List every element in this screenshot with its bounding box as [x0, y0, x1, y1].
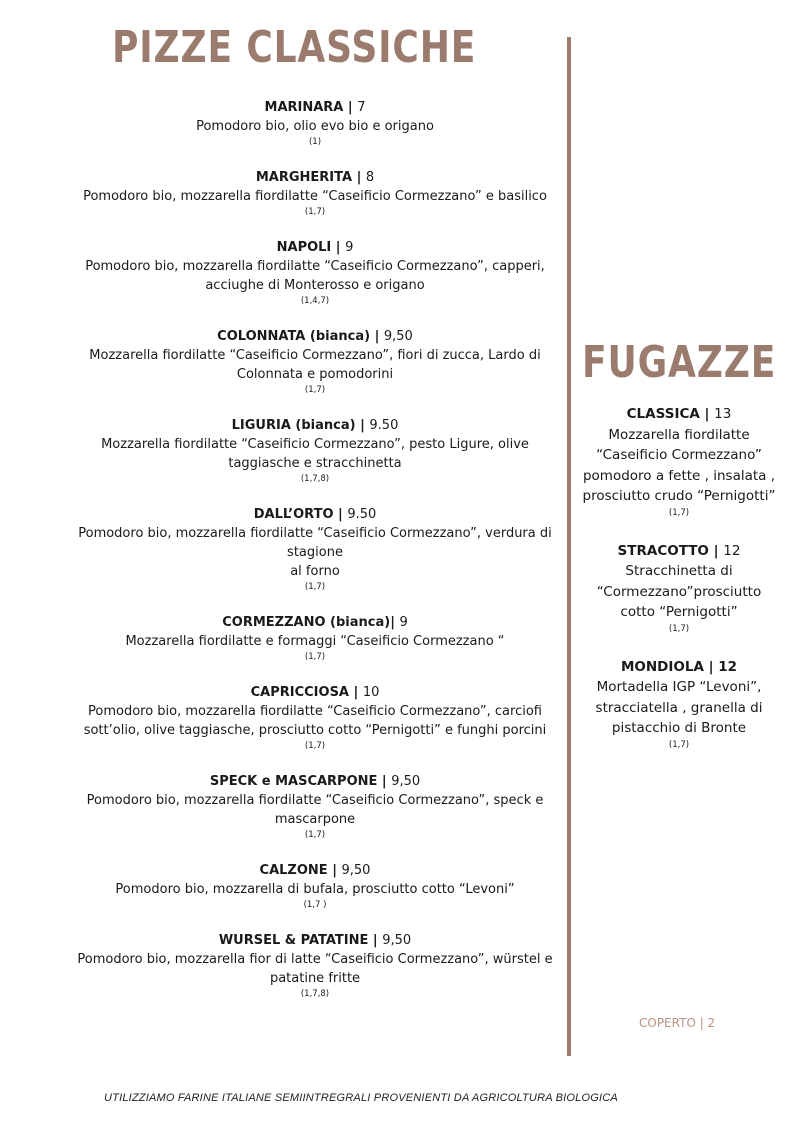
- item-price: 9: [399, 615, 408, 630]
- item-allergens: (1,7): [304, 830, 326, 840]
- item-name: NAPOLI: [276, 240, 332, 255]
- item-separator: |: [343, 100, 358, 115]
- item-allergens: (1,7,8): [300, 989, 330, 999]
- footer-note: UTILIZZIAMO FARINE ITALIANE SEMIINTREGRALI PROVENIENTI DA AGRICOLTURA BIOLOGICA: [104, 1092, 618, 1104]
- item-name: STRACOTTO: [617, 542, 709, 559]
- menu-item: [62, 772, 568, 841]
- item-name: COLONNATA (bianca): [217, 329, 371, 344]
- item-description: Pomodoro bio, mozzarella di bufala, prosciutto cotto “Levoni”: [115, 882, 515, 897]
- item-description: Pomodoro bio, mozzarella fiordilatte “Caseificio Cormezzano”, carciofi sott’olio, olive taggiasche, prosciutto cotto “Pernigotti” e funghi porcini: [83, 704, 547, 738]
- item-description: Mozzarella fiordilatte “Caseificio Cormezzano”, pesto Ligure, olive taggiasche e stracchinetta: [101, 437, 529, 471]
- item-allergens: (1,7): [668, 739, 690, 750]
- item-description: Stracchinetta di “Cormezzano”prosciutto cotto “Pernigotti”: [596, 563, 762, 620]
- pizze-list: [62, 98, 568, 1020]
- item-separator: |: [333, 507, 348, 522]
- item-separator: |: [355, 418, 370, 433]
- item-price: 10: [362, 685, 380, 700]
- item-price: 9,50: [341, 863, 371, 878]
- menu-item: [62, 931, 568, 1000]
- item-price: 12: [723, 542, 741, 559]
- item-description: Mozzarella fiordilatte “Caseificio Cormezzano”, fiori di zucca, Lardo di Colonnata e pomodorini: [89, 348, 541, 382]
- item-allergens: (1,7): [304, 652, 326, 662]
- item-allergens: (1,7): [304, 207, 326, 217]
- item-allergens: (1,7 ): [303, 900, 327, 910]
- item-price: 9: [345, 240, 354, 255]
- menu-item: [62, 613, 568, 663]
- item-price: 9,50: [382, 933, 412, 948]
- item-allergens: (1,7): [304, 582, 326, 592]
- pizze-classiche-title: PIZZE CLASSICHE: [112, 22, 477, 73]
- item-description: Pomodoro bio, mozzarella fiordilatte “Caseificio Cormezzano” e basilico: [83, 189, 547, 204]
- item-price: 12: [718, 658, 738, 675]
- item-name: LIGURIA (bianca): [231, 418, 356, 433]
- item-separator: |: [368, 933, 383, 948]
- item-name: CLASSICA: [626, 406, 700, 422]
- column-divider: [567, 37, 571, 1056]
- item-allergens: (1,7): [304, 741, 326, 751]
- item-allergens: (1,7): [668, 507, 690, 518]
- menu-item: [62, 168, 568, 218]
- item-name: WURSEL & PATATINE: [218, 933, 369, 948]
- fugazze-title: FUGAZZE: [582, 337, 777, 388]
- coperto-note: COPERTO | 2: [639, 1016, 716, 1030]
- item-description: Pomodoro bio, mozzarella fiordilatte “Caseificio Cormezzano”, speck e mascarpone: [86, 793, 544, 827]
- menu-item: [62, 505, 568, 593]
- item-name: SPECK e MASCARPONE: [209, 774, 378, 789]
- item-name: CALZONE: [259, 863, 328, 878]
- item-price: 9,50: [391, 774, 421, 789]
- menu-item: [572, 541, 786, 635]
- item-separator: |: [390, 615, 400, 630]
- item-description: Pomodoro bio, mozzarella fior di latte “Caseificio Cormezzano”, würstel e patatine fritte: [77, 952, 553, 986]
- item-description: Mozzarella fiordilatte “Caseificio Cormezzano” pomodoro a fette , insalata , prosciutto crudo “Pernigotti”: [582, 426, 776, 504]
- item-allergens: (1,4,7): [300, 296, 330, 306]
- item-description: Mortadella IGP “Levoni”, stracciatella , granella di pistacchio di Bronte: [595, 679, 763, 736]
- item-name: DALL’ORTO: [253, 507, 334, 522]
- menu-item: [62, 327, 568, 396]
- item-separator: |: [708, 542, 724, 559]
- menu-item: [572, 404, 786, 519]
- item-separator: |: [349, 685, 363, 700]
- item-price: 9.50: [369, 418, 399, 433]
- item-allergens: (1,7): [304, 385, 326, 395]
- item-separator: |: [331, 240, 346, 255]
- menu-item: [572, 657, 786, 751]
- item-separator: |: [327, 863, 342, 878]
- item-separator: |: [352, 170, 366, 185]
- item-name: MARGHERITA: [255, 170, 353, 185]
- item-allergens: (1,7): [668, 623, 690, 634]
- item-name: MONDIOLA: [620, 658, 704, 675]
- item-price: 9.50: [347, 507, 377, 522]
- item-price: 9,50: [383, 329, 413, 344]
- item-allergens: (1,7,8): [300, 474, 330, 484]
- item-name: CORMEZZANO (bianca): [222, 615, 391, 630]
- menu-item: [62, 861, 568, 911]
- item-separator: |: [703, 658, 719, 675]
- item-description: Pomodoro bio, mozzarella fiordilatte “Caseificio Cormezzano”, capperi, acciughe di Monterosso e origano: [85, 259, 545, 293]
- item-name: MARINARA: [264, 100, 344, 115]
- item-price: 8: [365, 170, 375, 185]
- item-separator: |: [370, 329, 384, 344]
- item-name: CAPRICCIOSA: [250, 685, 349, 700]
- fugazze-list: [572, 404, 786, 773]
- item-description: Mozzarella fiordilatte e formaggi “Caseificio Cormezzano “: [125, 634, 505, 649]
- menu-item: [62, 98, 568, 148]
- menu-item: [62, 683, 568, 752]
- item-description: Pomodoro bio, olio evo bio e origano: [196, 119, 434, 134]
- item-allergens: (1): [308, 137, 322, 147]
- menu-item: [62, 416, 568, 485]
- item-price: 7: [357, 100, 366, 115]
- item-price: 13: [714, 406, 732, 422]
- item-separator: |: [699, 406, 715, 422]
- item-separator: |: [377, 774, 392, 789]
- menu-item: [62, 238, 568, 307]
- item-description: Pomodoro bio, mozzarella fiordilatte “Caseificio Cormezzano”, verdura di stagione al forno: [78, 526, 552, 579]
